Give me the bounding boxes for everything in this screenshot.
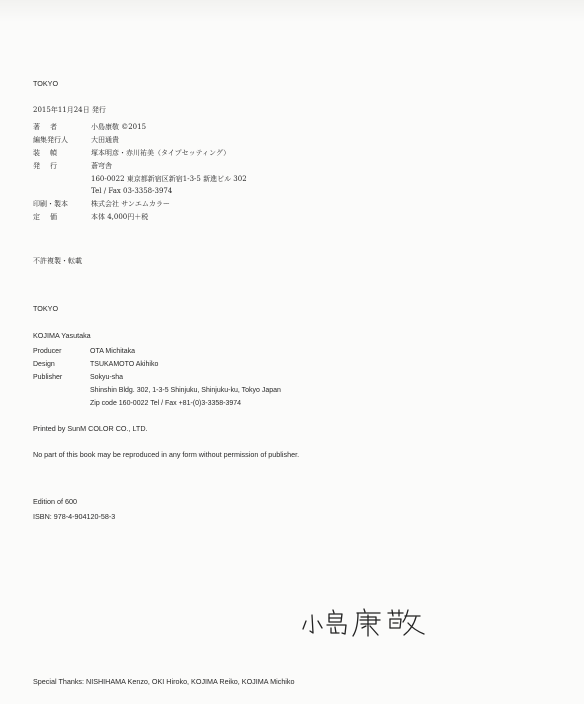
en-title: TOKYO xyxy=(33,304,59,313)
en-printed-by: Printed by SunM COLOR CO., LTD. xyxy=(33,424,148,433)
jp-colophon-key-char: 装 xyxy=(33,148,40,157)
jp-colophon-row xyxy=(33,149,433,162)
jp-colophon-key xyxy=(33,162,57,171)
jp-colophon-value: Tel / Fax 03-3358-3974 xyxy=(91,187,173,196)
jp-colophon-key: 編集発行人 xyxy=(33,135,68,144)
en-author: KOJIMA Yasutaka xyxy=(33,331,91,340)
en-credits-key: Producer xyxy=(33,348,62,355)
jp-colophon-value: 160-0022 東京都新宿区新宿1-3-5 新進ビル 302 xyxy=(91,174,247,183)
en-credits-value: TSUKAMOTO Akihiko xyxy=(90,361,159,368)
en-credits-row xyxy=(33,399,433,412)
jp-colophon-key-char: 行 xyxy=(50,161,57,170)
jp-colophon-row xyxy=(33,213,433,226)
jp-colophon-row xyxy=(33,175,433,188)
special-thanks: Special Thanks: NISHIHAMA Kenzo, OKI Hiroko, KOJIMA Reiko, KOJIMA Michiko xyxy=(33,677,295,686)
jp-colophon-row xyxy=(33,123,433,136)
jp-colophon-row xyxy=(33,136,433,149)
en-isbn: ISBN: 978-4-904120-58-3 xyxy=(33,512,116,521)
jp-colophon-value: 本体 4,000円＋税 xyxy=(91,213,149,222)
en-credits-value: Zip code 160-0022 Tel / Fax +81-(0)3-3358-3974 xyxy=(90,400,242,407)
jp-colophon-value: 株式会社 サンエムカラー xyxy=(91,200,170,209)
en-credits-row xyxy=(33,373,433,386)
jp-colophon-value: 蒼穹舎 xyxy=(91,161,112,170)
en-credits-row xyxy=(33,386,433,399)
jp-reproduction-notice: 不許複製・転載 xyxy=(33,257,82,265)
en-credits-value: OTA Michitaka xyxy=(90,348,135,355)
en-credits-value: Shinshin Bldg. 302, 1-3-5 Shinjuku, Shinjuku-ku, Tokyo Japan xyxy=(90,387,281,394)
jp-colophon-key-char: 幀 xyxy=(50,148,57,157)
jp-colophon-key-char: 価 xyxy=(50,213,57,222)
jp-colophon-key xyxy=(33,149,57,158)
jp-colophon-key-char: 著 xyxy=(33,123,40,131)
jp-colophon-key xyxy=(33,123,57,132)
jp-colophon-key-char: 発 xyxy=(33,161,40,170)
jp-title: TOKYO xyxy=(33,79,59,88)
jp-colophon-row xyxy=(33,200,433,213)
en-credits-table xyxy=(33,347,433,412)
en-credits-row xyxy=(33,360,433,373)
en-edition: Edition of 600 xyxy=(33,497,77,506)
jp-colophon-value: 小島康敬 ©2015 xyxy=(91,123,147,131)
jp-colophon-value: 塚本明彦・赤川祐美（タイプセッティング） xyxy=(91,148,231,157)
jp-colophon-key-char: 者 xyxy=(50,123,57,131)
en-credits-key: Publisher xyxy=(33,374,63,381)
jp-colophon-row xyxy=(33,187,433,200)
jp-colophon-table xyxy=(33,123,433,226)
jp-colophon-key-char: 定 xyxy=(33,213,40,222)
jp-colophon-row xyxy=(33,162,433,175)
en-rights-notice: No part of this book may be reproduced in any form without permission of publisher. xyxy=(33,450,300,459)
top-shadow-band xyxy=(0,0,584,22)
jp-publish-date: 2015年11月24日 発行 xyxy=(33,106,106,114)
jp-colophon-value: 大田通貴 xyxy=(91,135,119,144)
jp-colophon-key xyxy=(33,213,57,222)
en-credits-value: Sokyu-sha xyxy=(90,374,124,381)
author-signature xyxy=(300,606,432,640)
en-credits-key: Design xyxy=(33,361,55,368)
en-credits-row xyxy=(33,347,433,360)
jp-colophon-key: 印刷・製本 xyxy=(33,200,68,209)
